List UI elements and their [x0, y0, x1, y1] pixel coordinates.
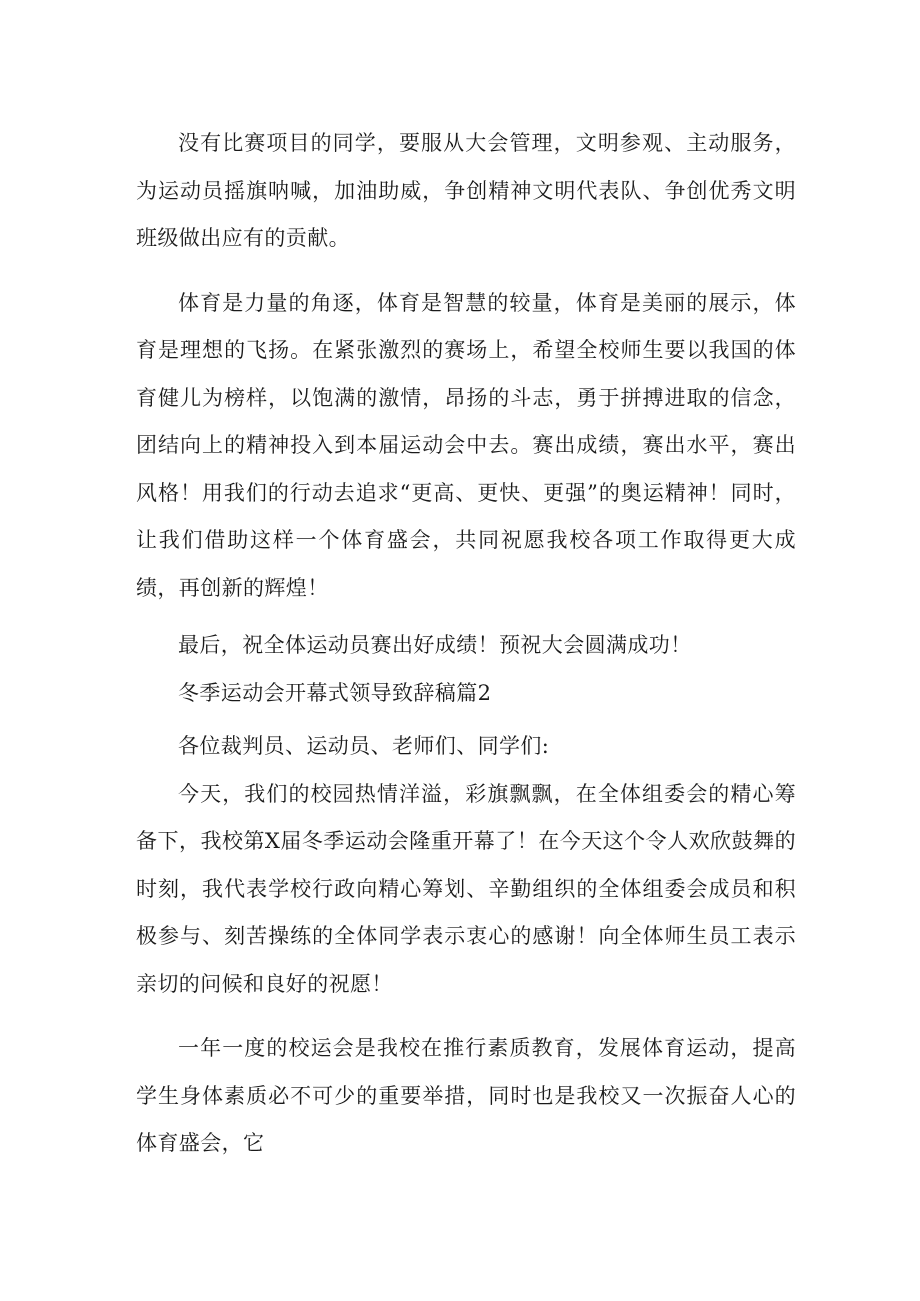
- salutation: 各位裁判员、运动员、老师们、同学们:: [178, 734, 550, 758]
- paragraph-opening: 今天，我们的校园热情洋溢，彩旗飘飘，在全体组委会的精心筹备下，我校第X届冬季运动会隆重开幕了！在今天这个令人欢欣鼓舞的时刻，我代表学校行政向精心筹划、辛勤组织的全体组委会成员和积极参与、刻苦操练的全体同学表示衷心的感谢！向全体师生员工表示亲切的问候和良好的祝愿！: [136, 781, 796, 996]
- paragraph-sports-spirit: 体育是力量的角逐，体育是智慧的较量，体育是美丽的展示，体育是理想的飞扬。在紧张激烈的赛场上，希望全校师生要以我国的体育健儿为榜样，以饱满的激情，昂扬的斗志，勇于拼搏进取的信念，团结向上的精神投入到本届运动会中去。赛出成绩，赛出水平，赛出风格！用我们的行动去追求“更高、更快、更强”的奥运精神！同时，让我们借助这样一个体育盛会，共同祝愿我校各项工作取得更大成绩，再创新的辉煌！: [136, 290, 796, 600]
- section-title: 冬季运动会开幕式领导致辞稿篇2: [178, 680, 492, 705]
- document-body: [136, 120, 796, 1168]
- paragraph-annual-meet: 一年一度的校运会是我校在推行素质教育，发展体育运动，提高学生身体素质必不可少的重要举措，同时也是我校又一次振奋人心的体育盛会，它: [136, 1036, 796, 1155]
- paragraph-closing-wishes: 最后，祝全体运动员赛出好成绩！预祝大会圆满成功！: [178, 633, 692, 657]
- paragraph-spectators: 没有比赛项目的同学，要服从大会管理，文明参观、主动服务，为运动员摇旗呐喊，加油助威，争创精神文明代表队、争创优秀文明班级做出应有的贡献。: [136, 131, 796, 250]
